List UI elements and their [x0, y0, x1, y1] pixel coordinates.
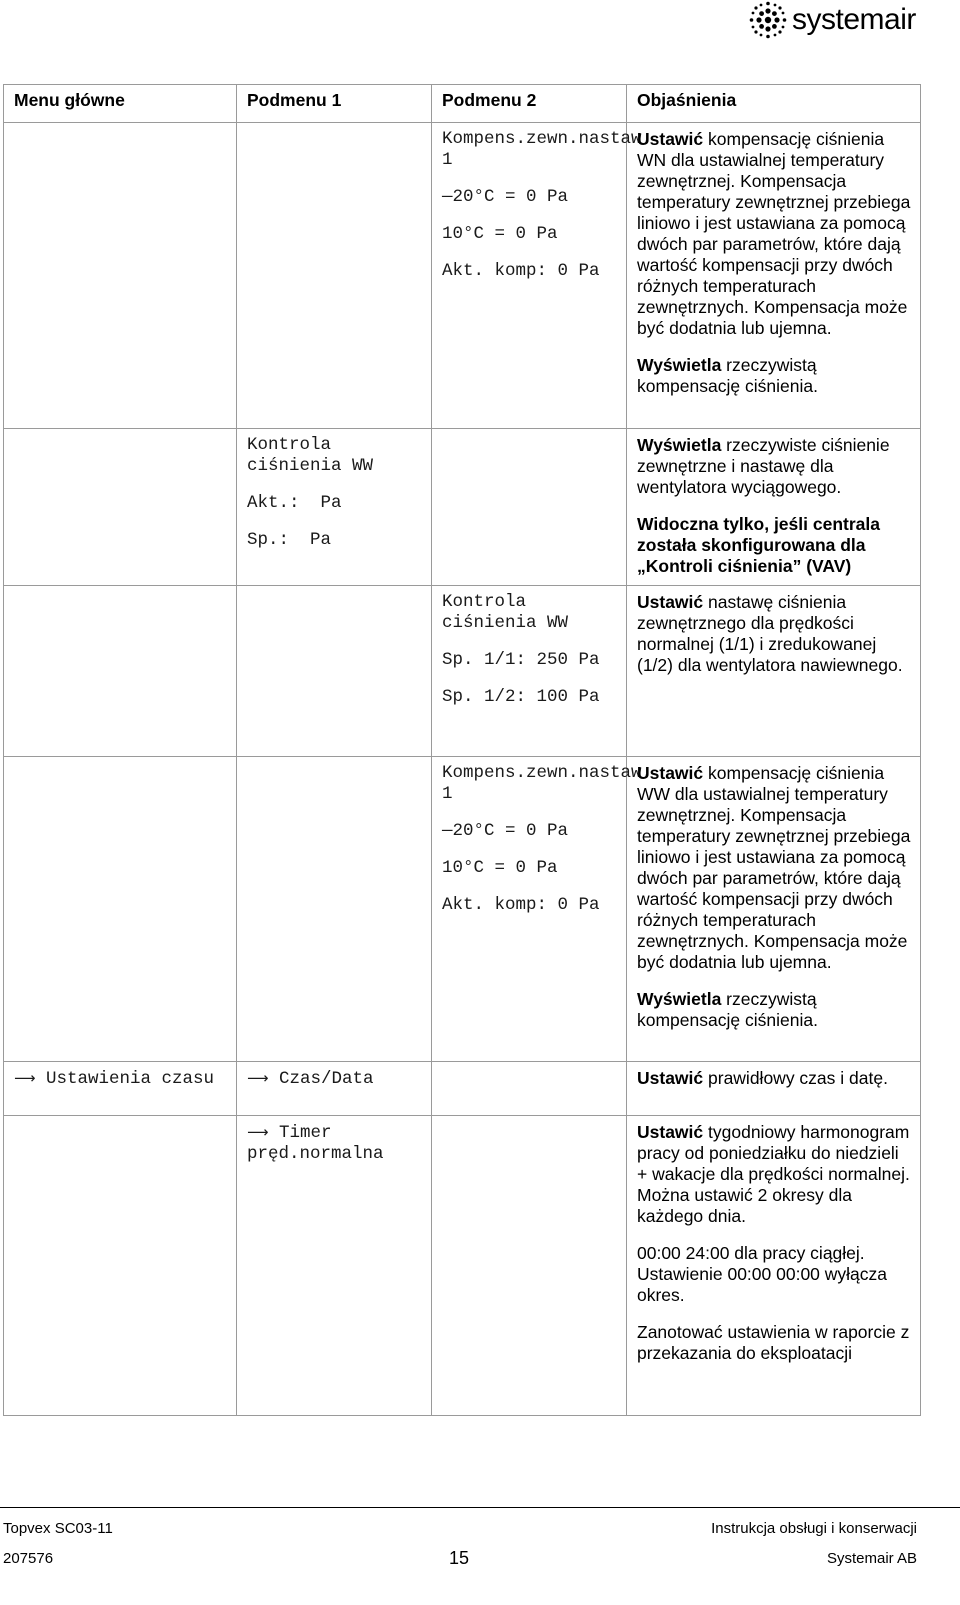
arrow-right-icon: ⟶	[14, 1069, 36, 1087]
page-number: 15	[449, 1548, 470, 1568]
explanation-text: Ustawić tygodniowy harmonogram pracy od poniedziałku do niedzieli + wakacje dla prędkości normalnej. Można ustawić 2 okresy dla każdego dnia.	[637, 1122, 910, 1226]
menu-item-time-date: Czas/Data	[279, 1069, 374, 1089]
systemair-logo	[748, 0, 948, 40]
menu-item-ext-comp-ww: Kompens.zewn.nastaw. 1	[442, 763, 653, 804]
comp-actual: Akt. komp: 0 Pa	[442, 895, 600, 915]
pressure-actual: Akt.: Pa	[247, 493, 342, 513]
footer-doc-name: Topvex SC03-11	[3, 1520, 113, 1537]
explanation-text: Ustawić prawidłowy czas i datę.	[637, 1068, 888, 1088]
explanation-text: Ustawić nastawę ciśnienia zewnętrznego dla prędkości normalnej (1/1) i zredukowanej (1/2) dla wentylatora nawiewnego.	[637, 592, 903, 675]
table-row	[4, 429, 921, 586]
setpoint-1-1: Sp. 1/1: 250 Pa	[442, 650, 600, 670]
menu-item-pressure-control: Kontrola ciśnienia WW	[247, 435, 374, 476]
explanation-text: 00:00 24:00 dla pracy ciągłej. Ustawienie 00:00 00:00 wyłącza okres.	[637, 1243, 888, 1305]
comp-param-2: 10°C = 0 Pa	[442, 224, 558, 244]
comp-param-1: —20°C = 0 Pa	[442, 821, 569, 841]
table-row	[4, 757, 921, 1062]
arrow-right-icon: ⟶	[247, 1069, 269, 1087]
explanation-text: Ustawić kompensację ciśnienia WW dla ustawialnej temperatury zewnętrznej. Kompensacja temperatury zewnętrznej przebiega liniowo i jest ustawiana za pomocą dwóch par parametrów, które dają wartość kompensacji przy dwóch różnych temperaturach zewnętrznych. Kompensacja może być dodatnia lub ujemna.	[637, 763, 911, 972]
explanation-text: Wyświetla rzeczywistą kompensację ciśnienia.	[637, 355, 818, 396]
explanation-text: Ustawić kompensację ciśnienia WN dla ustawialnej temperatury zewnętrznej. Kompensacja temperatury zewnętrznej przebiega liniowo i jest ustawiana za pomocą dwóch par parametrów, które dają wartość kompensacji przy dwóch różnych temperaturach zewnętrznych. Kompensacja może być dodatnia lub ujemna.	[637, 129, 911, 338]
comp-actual: Akt. komp: 0 Pa	[442, 261, 600, 281]
menu-item-time-settings: Ustawienia czasu	[46, 1069, 215, 1089]
table-header-row	[4, 85, 921, 123]
table-row	[4, 1116, 921, 1416]
menu-item-pressure-control-ww: Kontrola ciśnienia WW	[442, 592, 569, 633]
table-row	[4, 586, 921, 757]
comp-param-2: 10°C = 0 Pa	[442, 858, 558, 878]
footer-divider	[0, 1507, 960, 1508]
menu-item-ext-comp: Kompens.zewn.nastaw. 1	[442, 129, 653, 170]
explanation-text: Wyświetla rzeczywistą kompensację ciśnienia.	[637, 989, 818, 1030]
table-row	[4, 1062, 921, 1116]
header-submenu-1: Podmenu 1	[237, 85, 432, 123]
logo-wordmark: systemair	[792, 3, 916, 36]
header-submenu-2: Podmenu 2	[432, 85, 627, 123]
footer-company: Systemair AB	[826, 1550, 917, 1567]
comp-param-1: —20°C = 0 Pa	[442, 187, 569, 207]
logo-dots-icon	[748, 0, 788, 40]
explanation-text: Wyświetla rzeczywiste ciśnienie zewnętrzne i nastawę dla wentylatora wyciągowego.	[637, 435, 890, 497]
arrow-right-icon: ⟶	[247, 1123, 269, 1141]
table-row	[4, 123, 921, 429]
footer-doc-number: 207576	[3, 1550, 54, 1567]
menu-table	[3, 84, 921, 1416]
setpoint-1-2: Sp. 1/2: 100 Pa	[442, 687, 600, 707]
explanation-text: Zanotować ustawienia w raporcie z przekazania do eksploatacji	[637, 1322, 910, 1363]
explanation-note: Widoczna tylko, jeśli centrala została skonfigurowana dla „Kontroli ciśnienia” (VAV)	[637, 514, 880, 576]
header-explanations: Objaśnienia	[627, 85, 921, 123]
header-main-menu: Menu główne	[4, 85, 237, 123]
pressure-setpoint: Sp.: Pa	[247, 530, 332, 550]
menu-item-timer-normal: Timer pręd.normalna	[247, 1123, 384, 1164]
footer-doc-title: Instrukcja obsługi i konserwacji	[711, 1520, 917, 1537]
